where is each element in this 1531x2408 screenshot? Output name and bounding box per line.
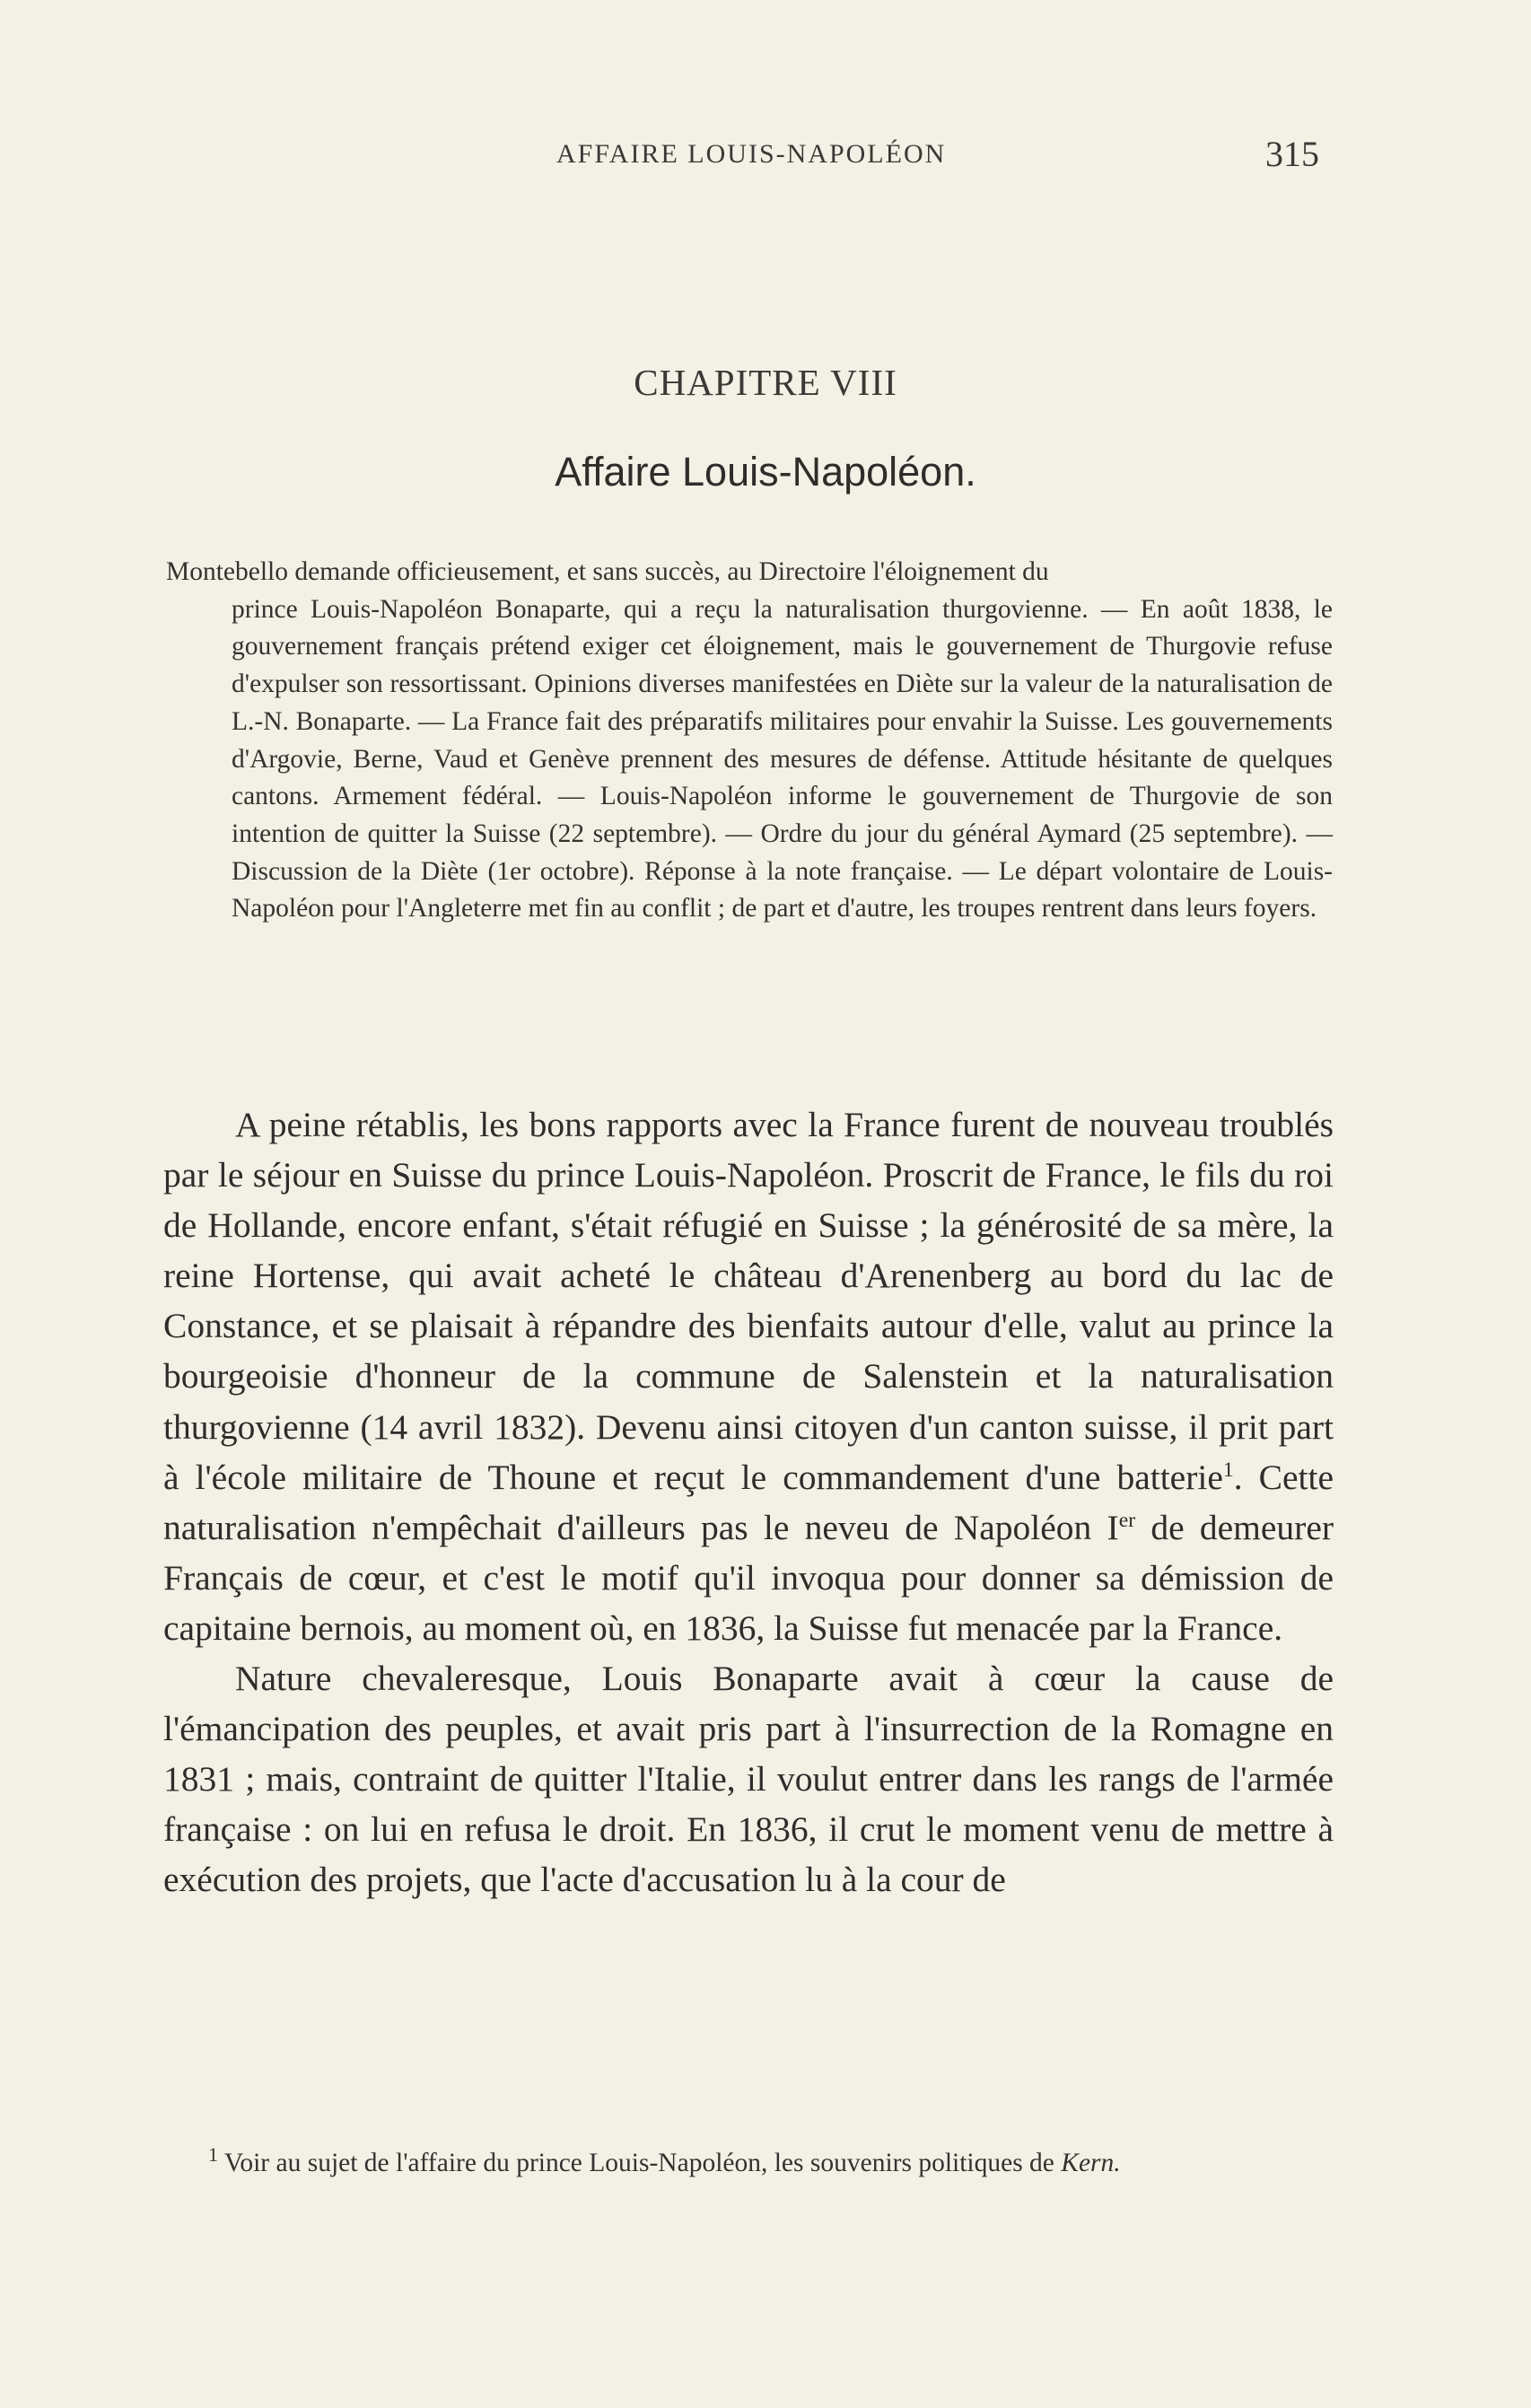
paragraph-2: Nature chevaleresque, Louis Bonaparte avait à cœur la cause de l'émancipation des peuples, et avait pris part à l'insurrection de la Romagne en 1831 ; mais, contraint de quitter l'Italie, il voulut entrer dans les rangs de l'armée française : on lui en refusa le droit. En 1836, il crut le moment venu de mettre à exécution des projets, que l'acte d'accusation lu à la cour de	[163, 1659, 1334, 1900]
chapter-summary	[166, 554, 1333, 928]
running-title: AFFAIRE LOUIS-NAPOLÉON	[556, 139, 947, 169]
summary-text: prince Louis-Napoléon Bonaparte, qui a reçu la naturalisation thurgovienne. — En août 1838, le gouvernement français prétend exiger cet éloignement, mais le gouvernement de Thurgovie refuse d'expulser son ressortissant. Opinions diverses manifestées en Diète sur la valeur de la naturalisation de L.-N. Bonaparte. — La France fait des préparatifs militaires pour envahir la Suisse. Les gouvernements d'Argovie, Berne, Vaud et Genève prennent des mesures de défense. Attitude hésitante de quelques cantons. Armement fédéral. — Louis-Napoléon informe le gouvernement de Thurgovie de son intention de quitter la Suisse (22 septembre). — Ordre du jour du général Aymard (25 septembre). — Discussion de la Diète (1er octobre). Réponse à la note française. — Le départ volontaire de Louis-Napoléon pour l'Angleterre met fin au conflit ; de part et d'autre, les troupes rentrent dans leurs foyers.	[232, 594, 1333, 924]
footnote-reference[interactable]: 1	[1222, 1458, 1234, 1482]
footnote-italic: Kern.	[1061, 2149, 1121, 2177]
footnote-text: Voir au sujet de l'affaire du prince Louis-Napoléon, les souvenirs politiques de	[223, 2149, 1062, 2177]
summary-first-line: Montebello demande officieusement, et sans succès, au Directoire l'éloignement du	[166, 557, 1049, 586]
paragraph-1-part-a: A peine rétablis, les bons rapports avec la France furent de nouveau troublés par le séjour en Suisse du prince Louis-Napoléon. Proscrit de France, le fils du roi de Hollande, encore enfant, s'était réfugié en Suisse ; la générosité de sa mère, la reine Hortense, qui avait acheté le château d'Arenenberg au bord du lac de Constance, et se plaisait à répandre des bienfaits autour d'elle, valut au prince la bourgeoisie d'honneur de la commune de Salenstein et la naturalisation thurgovienne (14 avril 1832). Devenu ainsi citoyen d'un canton suisse, il prit part à l'école militaire de Thoune et reçut le commandement d'une batterie	[163, 1105, 1334, 1497]
main-text	[163, 1099, 1334, 1905]
paragraph-1	[163, 1099, 1334, 1653]
paragraph-1-part-c: de demeurer Français de cœur, et c'est le motif qu'il invoqua pour donner sa démission de capitaine bernois, au moment où, en 1836, la Suisse fut menacée par la France.	[163, 1507, 1334, 1648]
paragraph-1-part-b: . Cette naturalisation n'empêchait d'ailleurs pas le neveu de Napoléon I	[163, 1457, 1334, 1547]
chapter-label: CHAPITRE VIII	[634, 362, 897, 403]
chapter-title: Affaire Louis-Napoléon.	[555, 449, 976, 495]
footnote-mark: 1	[208, 2143, 218, 2167]
page-number: 315	[1265, 134, 1319, 174]
footnote	[163, 2143, 1334, 2183]
ordinal-superscript: er	[1118, 1508, 1136, 1532]
